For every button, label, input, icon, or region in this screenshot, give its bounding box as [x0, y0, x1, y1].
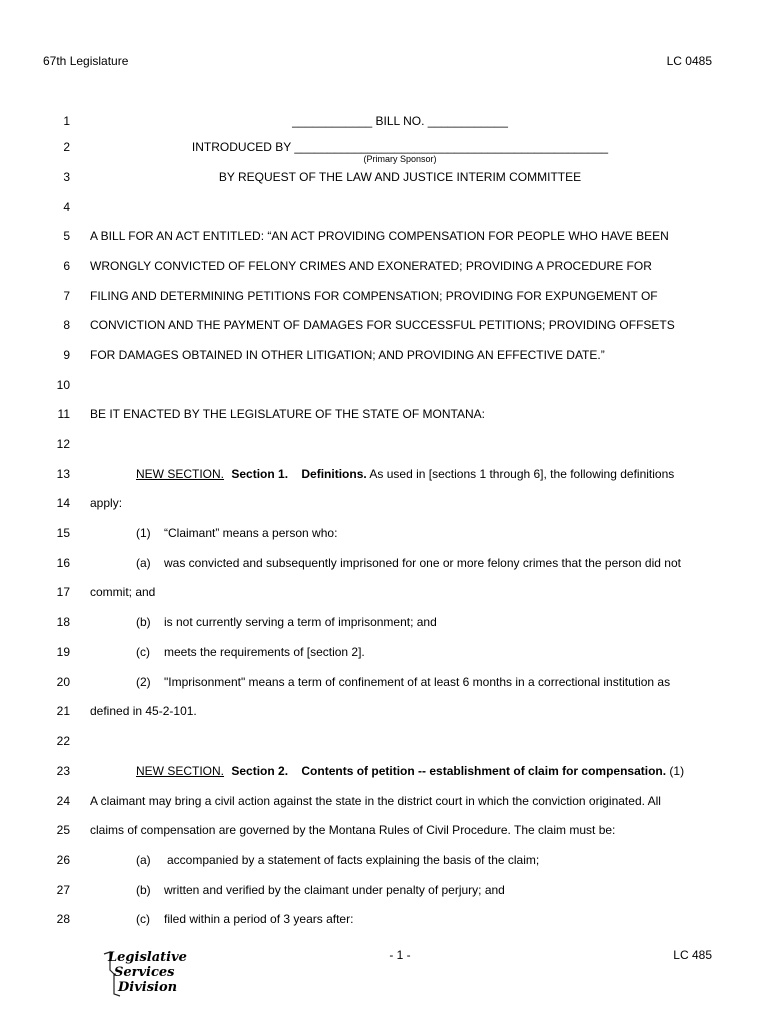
line-8: [0, 318, 770, 338]
line-number: 19: [56, 645, 70, 659]
line-28: [0, 912, 770, 932]
line-number: 10: [56, 378, 70, 392]
line-number: 18: [56, 615, 70, 629]
section-title: Definitions.: [301, 467, 367, 481]
subsection-text: was convicted and subsequently imprisoned for one or more felony crimes that the person did not: [164, 556, 681, 570]
line-17: [0, 585, 770, 605]
line-number: 16: [56, 556, 70, 570]
line-number: 5: [63, 229, 70, 243]
line-number: 11: [57, 407, 70, 421]
subsection-label: (a): [136, 556, 151, 570]
subsection-label: (c): [136, 912, 150, 926]
subsection-text: meets the requirements of [section 2].: [164, 645, 365, 659]
section-text: claims of compensation are governed by the Montana Rules of Civil Procedure. The claim must be:: [90, 823, 616, 837]
subsection-b: [136, 615, 437, 629]
line-number: 24: [56, 794, 70, 808]
line-number: 12: [56, 437, 70, 451]
bill-title-text: FILING AND DETERMINING PETITIONS FOR COMPENSATION; PROVIDING FOR EXPUNGEMENT OF: [90, 289, 658, 303]
line-7: [0, 289, 770, 309]
subsection-label: (a): [136, 853, 151, 867]
page-number: - 1 -: [389, 948, 411, 962]
introduced-by-line: INTRODUCED BY _______________________________________________: [191, 140, 609, 154]
subsection-text: written and verified by the claimant under penalty of perjury; and: [164, 883, 505, 897]
bill-number-line: ____________ BILL NO. ____________: [292, 114, 508, 128]
subsection-label: (2): [136, 675, 151, 689]
logo-text: Legislative: [108, 950, 187, 965]
line-number: 22: [56, 734, 70, 748]
line-3: [0, 170, 770, 190]
section-1-heading: [136, 467, 674, 481]
new-section-label: NEW SECTION.: [136, 467, 225, 481]
subsection-label: (1): [136, 526, 151, 540]
line-number: 26: [56, 853, 70, 867]
line-26: [0, 853, 770, 873]
line-21: [0, 704, 770, 724]
line-1: [0, 114, 770, 134]
line-24: [0, 794, 770, 814]
header-legislature: 67th Legislature: [43, 54, 129, 68]
line-number: 28: [56, 912, 70, 926]
subsection-text: "Imprisonment" means a term of confinement of at least 6 months in a correctional institution as: [164, 675, 671, 689]
line-23: [0, 764, 770, 784]
section-2-heading: [136, 764, 684, 778]
bill-title-text: CONVICTION AND THE PAYMENT OF DAMAGES FOR SUCCESSFUL PETITIONS; PROVIDING OFFSETS: [90, 318, 675, 332]
line-number: 27: [56, 883, 70, 897]
bill-title-text: A BILL FOR AN ACT ENTITLED: “AN ACT PROVIDING COMPENSATION FOR PEOPLE WHO HAVE BEEN: [90, 229, 669, 243]
subsection-text: accompanied by a statement of facts explaining the basis of the claim;: [167, 853, 540, 867]
line-number: 8: [63, 318, 70, 332]
line-19: [0, 645, 770, 665]
section-text: A claimant may bring a civil action against the state in the district court in which the conviction originated. All: [90, 794, 661, 808]
line-18: [0, 615, 770, 635]
subsection-1: [136, 526, 337, 540]
enacting-clause: BE IT ENACTED BY THE LEGISLATURE OF THE STATE OF MONTANA:: [90, 407, 485, 421]
line-number: 14: [56, 496, 70, 510]
section-title: Contents of petition -- establishment of claim for compensation.: [301, 764, 667, 778]
line-number: 23: [56, 764, 70, 778]
line-16: [0, 556, 770, 576]
line-number: 3: [63, 170, 70, 184]
subsection-c: [136, 912, 353, 926]
line-13: [0, 467, 770, 487]
subsection-text: “Claimant” means a person who:: [164, 526, 338, 540]
line-10: [0, 378, 770, 398]
section-text: As used in [sections 1 through 6], the following definitions: [366, 467, 675, 481]
line-6: [0, 259, 770, 279]
line-12: [0, 437, 770, 457]
line-number: 6: [63, 259, 70, 273]
line-number: 20: [56, 675, 70, 689]
subsection-label: (b): [136, 883, 151, 897]
line-15: [0, 526, 770, 546]
subsection-label: (c): [136, 645, 150, 659]
line-22: [0, 734, 770, 754]
logo-text: Division: [118, 980, 178, 995]
new-section-label: NEW SECTION.: [136, 764, 225, 778]
subsection-a: [136, 853, 539, 867]
line-25: [0, 823, 770, 843]
line-number: 13: [56, 467, 70, 481]
subsection-text: is not currently serving a term of imprisonment; and: [164, 615, 437, 629]
line-4: [0, 200, 770, 220]
section-number: Section 1.: [231, 467, 289, 481]
line-number: 17: [56, 585, 70, 599]
section-text: commit; and: [90, 585, 156, 599]
line-11: [0, 407, 770, 427]
subsection-a: [136, 556, 681, 570]
bill-title-text: WRONGLY CONVICTED OF FELONY CRIMES AND EXONERATED; PROVIDING A PROCEDURE FOR: [90, 259, 652, 273]
line-number: 15: [56, 526, 70, 540]
section-text: (1): [666, 764, 685, 778]
line-number: 25: [56, 823, 70, 837]
line-27: [0, 883, 770, 903]
by-request-line: BY REQUEST OF THE LAW AND JUSTICE INTERIM COMMITTEE: [218, 170, 582, 184]
footer-lc-number: LC 485: [673, 948, 712, 962]
bill-title-text: FOR DAMAGES OBTAINED IN OTHER LITIGATION; AND PROVIDING AN EFFECTIVE DATE.”: [90, 348, 605, 362]
line-number: 7: [63, 289, 70, 303]
section-text: apply:: [90, 496, 123, 510]
section-number: Section 2.: [231, 764, 289, 778]
subsection-label: (b): [136, 615, 151, 629]
line-9: [0, 348, 770, 368]
line-number: 9: [63, 348, 70, 362]
line-5: [0, 229, 770, 249]
primary-sponsor-note: (Primary Sponsor): [363, 154, 437, 164]
line-14: [0, 496, 770, 516]
subsection-b: [136, 883, 505, 897]
header-lc-number: LC 0485: [666, 54, 712, 68]
subsection-text: filed within a period of 3 years after:: [164, 912, 354, 926]
subsection-c: [136, 645, 365, 659]
subsection-2: [136, 675, 670, 689]
line-number: 21: [56, 704, 70, 718]
logo-text: Services: [114, 965, 175, 980]
line-number: 4: [63, 200, 70, 214]
line-20: [0, 675, 770, 695]
section-text: defined in 45-2-101.: [90, 704, 197, 718]
line-number: 1: [63, 114, 70, 128]
line-number: 2: [63, 140, 70, 154]
